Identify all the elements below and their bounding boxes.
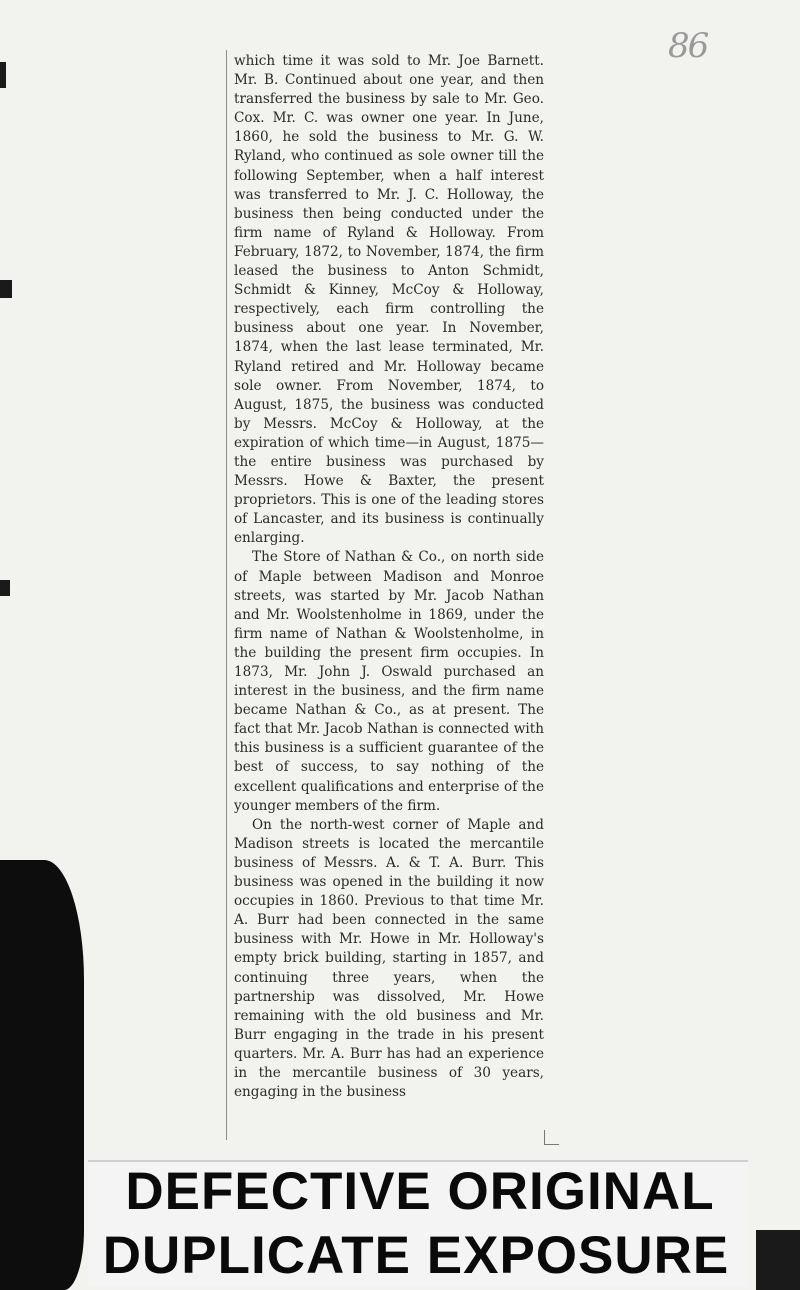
page-number: 86: [668, 26, 708, 66]
article-column: [234, 52, 544, 1102]
column-corner-mark: [544, 1130, 559, 1145]
left-edge-mark: [0, 580, 10, 596]
left-edge-mark: [0, 280, 12, 298]
defect-notice-line1: DEFECTIVE ORIGINAL: [125, 1162, 715, 1221]
defect-notice-line2: DUPLICATE EXPOSURE: [102, 1226, 730, 1285]
left-edge-mark: [0, 62, 6, 88]
article-paragraph: On the north-west corner of Maple and Madison streets is located the mercantile business of Messrs. A. & T. A. Burr. This business was opened in the building it now occupies in 1860. Previous to that time Mr. A. Burr had been connected in the same business with Mr. Howe in Mr. Holloway's empty brick building, starting in 1857, and continuing three years, when the partnership was dissolved, Mr. Howe remaining with the old business and Mr. Burr engaging in the trade in his present quarters. Mr. A. Burr has had an experience in the mercantile business of 30 years, engaging in the business: [234, 816, 544, 1101]
article-paragraph: The Store of Nathan & Co., on north side of Maple between Madison and Monroe streets, was started by Mr. Jacob Nathan and Mr. Woolstenholme in 1869, under the firm name of Nathan & Woolstenholme, in the building the present firm occupies. In 1873, Mr. John J. Oswald purchased an interest in the business, and the firm name became Nathan & Co., as at present. The fact that Mr. Jacob Nathan is connected with this business is a sufficient guarantee of the best of success, to say nothing of the excellent qualifications and enterprise of the younger members of the firm.: [234, 549, 544, 814]
scan-defect-shadow: [0, 860, 84, 1290]
article-paragraph: which time it was sold to Mr. Joe Barnett. Mr. B. Continued about one year, and then transferred the business by sale to Mr. Geo. Cox. Mr. C. was owner one year. In June, 1860, he sold the business to Mr. G. W. Ryland, who continued as sole owner till the following September, when a half interest was transferred to Mr. J. C. Holloway, the business then being conducted under the firm name of Ryland & Holloway. From February, 1872, to November, 1874, the firm leased the business to Anton Schmidt, Schmidt & Kinney, McCoy & Holloway, respectively, each firm controlling the business about one year. In November, 1874, when the last lease terminated, Mr. Ryland retired and Mr. Holloway became sole owner. From November, 1874, to August, 1875, the business was conducted by Messrs. McCoy & Holloway, at the expiration of which time—in August, 1875—the entire business was purchased by Messrs. Howe & Baxter, the present proprietors. This is one of the leading stores of Lancaster, and its business is continually enlarging.: [234, 53, 544, 547]
scan-edge-strip: [756, 1230, 800, 1290]
